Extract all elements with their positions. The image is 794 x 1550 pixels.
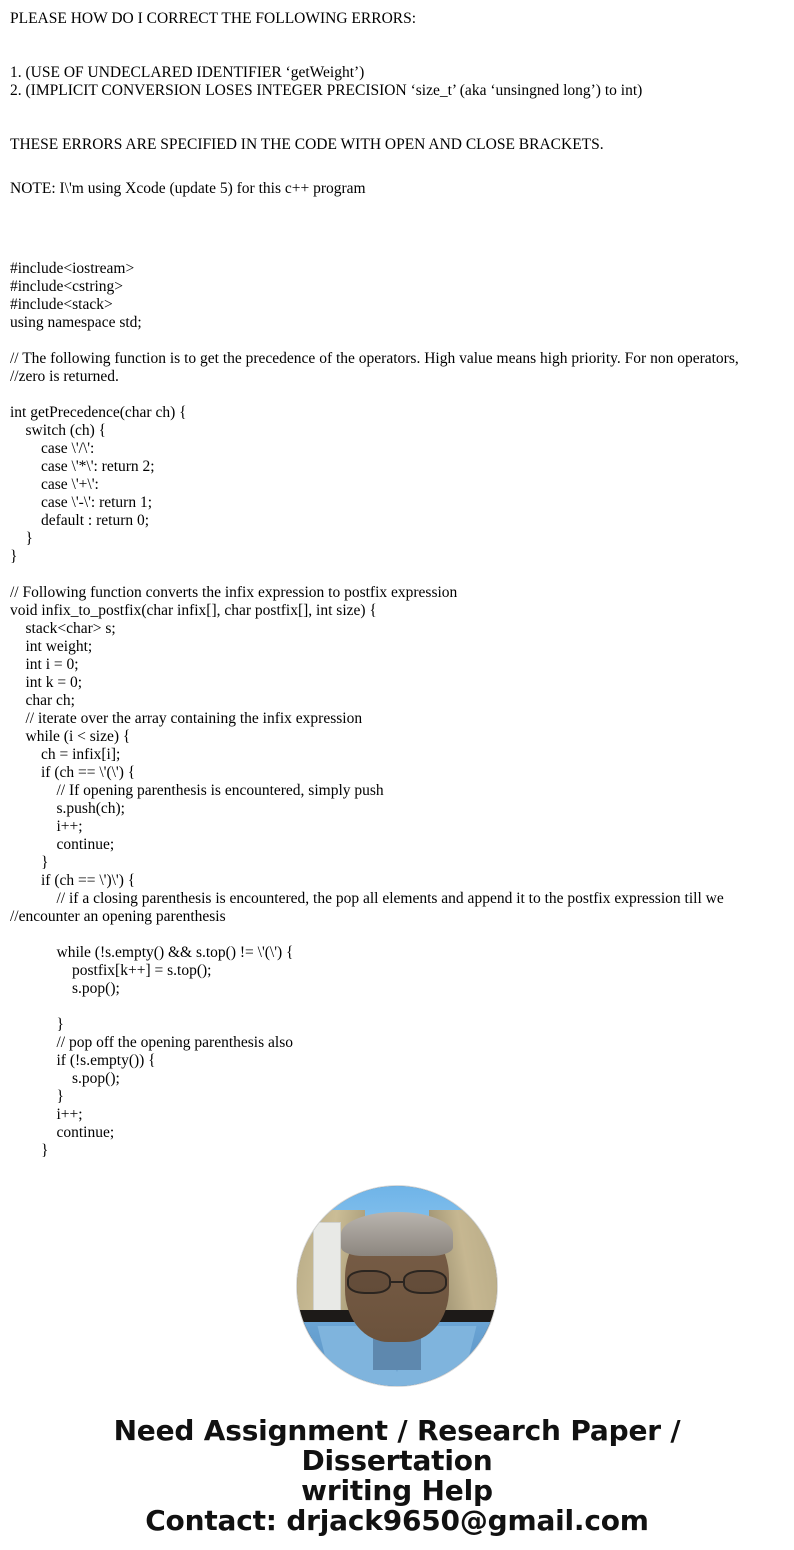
avatar-background-panel [313, 1222, 341, 1312]
code-line [10, 332, 784, 350]
footer-line-1: Need Assignment / Research Paper / Dissertation [113, 1414, 681, 1477]
ide-note: NOTE: I\'m using Xcode (update 5) for this c++ program [10, 180, 366, 197]
avatar-lens-left [347, 1270, 391, 1294]
code-line: continue; [10, 1124, 115, 1141]
code-line [10, 386, 784, 404]
code-line: ch = infix[i]; [10, 746, 121, 763]
code-line: } [10, 1016, 64, 1033]
code-line: int i = 0; [10, 656, 79, 673]
spacer-after-brackets-note [10, 154, 784, 180]
avatar-lens-right [403, 1270, 447, 1294]
code-line: #include<stack> [10, 296, 113, 313]
top-spacer [10, 0, 784, 10]
avatar-glasses-bridge [391, 1281, 403, 1283]
code-line: s.pop(); [10, 1070, 120, 1087]
code-line: void infix_to_postfix(char infix[], char postfix[], int size) { [10, 602, 377, 619]
code-line: } [10, 530, 33, 547]
code-line: case \'*\': return 2; [10, 458, 155, 475]
code-line: } [10, 548, 18, 565]
code-line: stack<char> s; [10, 620, 116, 637]
code-line: // If opening parenthesis is encountered, simply push [10, 782, 384, 799]
code-line: if (ch == \'(\') { [10, 764, 136, 781]
code-line: s.push(ch); [10, 800, 125, 817]
spacer-after-heading [10, 28, 784, 64]
code-line: } [10, 1142, 49, 1159]
code-line: } [10, 1088, 64, 1105]
code-line: if (!s.empty()) { [10, 1052, 156, 1069]
code-line: //encounter an opening parenthesis [10, 908, 226, 925]
code-line: //zero is returned. [10, 368, 119, 385]
code-line: int getPrecedence(char ch) { [10, 404, 187, 421]
code-line: while (i < size) { [10, 728, 131, 745]
code-line: switch (ch) { [10, 422, 107, 439]
code-line: // if a closing parenthesis is encountered, the pop all elements and append it to the postfix expression till we [10, 890, 724, 907]
avatar-glasses-icon [347, 1270, 447, 1294]
code-line: } [10, 854, 49, 871]
code-line: char ch; [10, 692, 75, 709]
code-line [10, 998, 784, 1016]
code-line: i++; [10, 1106, 83, 1123]
spacer-after-errors [10, 100, 784, 136]
avatar-hair [341, 1212, 453, 1256]
code-line: int weight; [10, 638, 93, 655]
brackets-note: THESE ERRORS ARE SPECIFIED IN THE CODE WITH OPEN AND CLOSE BRACKETS. [10, 136, 604, 153]
code-line: while (!s.empty() && s.top() != \'(\') { [10, 944, 294, 961]
code-line [10, 566, 784, 584]
avatar-container [0, 1186, 794, 1386]
code-line: using namespace std; [10, 314, 142, 331]
footer-line-2: writing Help [301, 1474, 493, 1507]
code-line: default : return 0; [10, 512, 150, 529]
code-line: // The following function is to get the precedence of the operators. High value means high priority. For non operators, [10, 350, 739, 367]
code-line: #include<cstring> [10, 278, 124, 295]
footer-contact-line[interactable]: Contact: drjack9650@gmail.com [145, 1504, 649, 1537]
avatar [297, 1186, 497, 1386]
code-line: case \'-\': return 1; [10, 494, 153, 511]
code-line: continue; [10, 836, 115, 853]
source-code-block [0, 260, 794, 1160]
code-line [10, 926, 784, 944]
code-line: case \'+\': [10, 476, 99, 493]
code-line: #include<iostream> [10, 260, 135, 277]
promo-footer [0, 1416, 794, 1550]
question-section [0, 0, 794, 198]
spacer-before-code [0, 198, 794, 234]
code-line: // iterate over the array containing the infix expression [10, 710, 363, 727]
code-line: // Following function converts the infix expression to postfix expression [10, 584, 458, 601]
code-line: case \'/\': [10, 440, 95, 457]
page-title: PLEASE HOW DO I CORRECT THE FOLLOWING ERRORS: [10, 10, 417, 27]
code-line: // pop off the opening parenthesis also [10, 1034, 293, 1051]
code-line: i++; [10, 818, 83, 835]
error-item-1: 1. (USE OF UNDECLARED IDENTIFIER ‘getWeight’) [10, 64, 365, 81]
code-line: if (ch == \')\') { [10, 872, 136, 889]
error-item-2: 2. (IMPLICIT CONVERSION LOSES INTEGER PRECISION ‘size_t’ (aka ‘unsingned long’) to int) [10, 82, 643, 99]
code-line: postfix[k++] = s.top(); [10, 962, 212, 979]
code-line: s.pop(); [10, 980, 120, 997]
code-line: int k = 0; [10, 674, 83, 691]
spacer-before-code-2 [0, 234, 794, 260]
